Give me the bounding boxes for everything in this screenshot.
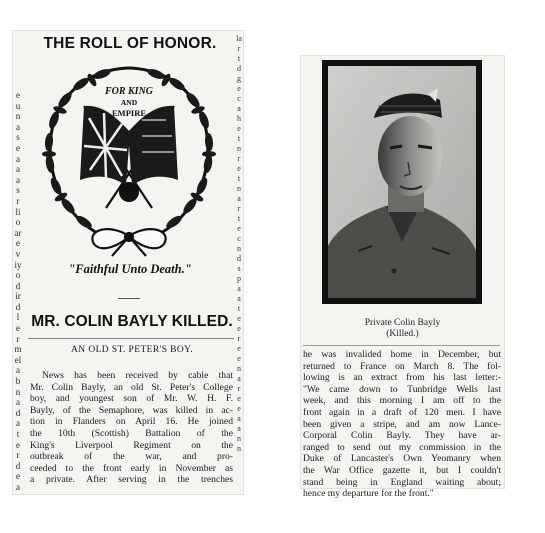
divider-left [28,338,234,339]
gutter-fragment: a [237,104,241,113]
gutter-fragment: a [237,194,241,203]
gutter-fragment: r [237,154,241,163]
roll-of-honor-header: THE ROLL OF HONOR. [43,35,217,52]
article-line: he was invalided home in December, but [303,349,501,360]
article-line: tion in Flanders on April 16. He joined [30,416,233,428]
gutter-fragment: r [16,333,20,344]
gutter-fragment: r [237,384,241,393]
gutter-fragment: ar [14,227,22,238]
gutter-fragment: a [237,294,241,303]
article-line: ranged to send out my commission in the [303,441,501,453]
gutter-fragment: n [237,444,241,453]
headline-colin-bayly-killed: MR. COLIN BAYLY KILLED. [31,313,233,330]
gutter-fragment: e [237,394,241,403]
emblem-banner-text [104,86,154,118]
soldier-portrait-image [328,66,476,298]
gutter-fragment: e [237,84,241,93]
gutter-fragment: e [237,404,241,413]
article-body-right [303,349,501,500]
gutter-fragment: a [237,284,241,293]
gutter-fragment: n [237,364,241,373]
gutter-fragment: c [237,94,241,103]
gutter-fragment: e [16,471,20,482]
gutter-fragment: el [14,354,22,365]
gutter-fragment: r [237,204,241,213]
ribbon-bow-icon [92,229,165,256]
gutter-fragment: e [237,344,241,353]
gutter-fragment: a [237,414,241,423]
gutter-fragment: a [16,365,20,376]
article-line: Corporal Colin Bayly. They have ar- [303,430,501,442]
gutter-fragment: a [237,374,241,383]
gutter-fragment: n [237,184,241,193]
gutter-fragment: s [16,132,20,143]
subhead-old-st-peters-boy: AN OLD ST. PETER'S BOY. [71,345,193,355]
gutter-fragment: n [237,144,241,153]
motto-faithful-unto-death: "Faithful Unto Death." [68,262,192,276]
portrait-photo-frame [322,60,482,304]
gutter-fragment: c [237,234,241,243]
gutter-fragment: d [15,301,21,312]
gutter-fragment: l [16,312,20,323]
caption-name: Private Colin Bayly [364,318,441,328]
gutter-fragment: r [16,195,20,206]
gutter-fragment: ir [15,291,21,302]
gutter-fragment: e [237,324,241,333]
divider-right [303,345,500,346]
article-line: hence my departure for the front." [303,488,434,500]
right-gutter-text [234,34,244,464]
gutter-fragment: a [16,174,20,185]
gutter-fragment: u [15,100,21,111]
article-line: the War Office gazette it, but I couldn't [303,464,501,476]
emblem-line-3: EMPIRE [112,108,146,118]
gutter-fragment: r [237,44,241,53]
gutter-fragment: e [237,224,241,233]
gutter-fragment: a [16,164,20,175]
article-line: King's Liverpool Regiment on the [30,439,233,451]
article-line: returned to France on March 8. The fol- [303,360,501,372]
gutter-fragment: d [237,254,241,263]
gutter-fragment: h [237,114,241,123]
gutter-fragment: v [15,248,21,259]
article-line: News has been received by cable that [42,370,233,381]
gutter-fragment: n [237,244,241,253]
gutter-fragment: n [15,386,21,397]
gutter-fragment: b [15,376,21,387]
gutter-fragment: e [237,314,241,323]
article-line: been given a stripe, and am now Lance- [303,418,501,430]
gutter-fragment: d [237,64,241,73]
gutter-fragment: s [16,185,20,196]
gutter-fragment: n [15,111,21,122]
gutter-fragment: e [237,164,241,173]
gutter-fragment: r [16,450,20,461]
article-body-left [30,370,233,486]
gutter-fragment: li [15,206,21,217]
article-line: ceeded to the front early in November as [30,462,233,474]
article-line: week, and this morning I am off to the [303,395,501,407]
article-line: stand being in England waiting about; [303,476,501,488]
gutter-fragment: t [237,304,241,313]
article-line: front again in a draft of 120 men. I have [303,406,501,418]
article-line: boy, and youngest son of Mr. W. H. F. [30,393,233,405]
gutter-fragment: t [237,54,241,63]
gutter-fragment: la [236,34,242,43]
article-line: "We came down to Tunbridge Wells last [303,383,501,395]
article-line: lowing is an extract from his last letter:- [303,372,501,384]
emblem-line-1: FOR KING [104,86,154,97]
gutter-fragment: d [15,407,21,418]
divider-short [118,298,140,299]
king-and-empire-emblem [34,58,224,258]
gutter-fragment: p [237,274,241,283]
gutter-fragment: a [16,397,20,408]
gutter-fragment: e [237,124,241,133]
gutter-fragment: a [237,424,241,433]
gutter-fragment: m [14,344,22,355]
gutter-fragment: a [16,418,20,429]
caption-status: (Killed.) [386,329,419,339]
gutter-fragment: d [15,460,21,471]
gutter-fragment: d [15,280,21,291]
left-gutter-text [12,90,24,490]
gutter-fragment: n [237,434,241,443]
gutter-fragment: t [237,134,241,143]
gutter-fragment: t [16,429,20,439]
gutter-fragment: e [16,238,20,249]
gutter-fragment: iy [14,259,22,270]
gutter-fragment: r [237,334,241,343]
gutter-fragment: o [15,270,21,281]
gutter-fragment: e [16,323,20,334]
article-line: Mr. Colin Bayly, an old St. Peter's College [30,381,233,393]
gutter-fragment: s [237,264,241,273]
article-line: Bayly, of the Semaphore, was killed in ac- [30,404,233,416]
article-line: Duke of Lancaster's Own Yeomanry when [303,453,501,465]
gutter-fragment: o [15,217,21,228]
gutter-fragment: e [16,142,20,153]
article-line: a private. After serving in the trenches [30,474,233,486]
photo-caption [300,318,505,340]
crossed-flags-icon [80,106,178,208]
gutter-fragment: a [16,121,20,132]
gutter-fragment: t [237,174,241,183]
article-line: the 10th (Scottish) Battalion of the [30,427,233,439]
gutter-fragment: g [237,74,241,83]
gutter-fragment: a [16,153,20,164]
gutter-fragment: t [237,214,241,223]
gutter-fragment: e [16,90,20,100]
gutter-fragment: e [237,354,241,363]
gutter-fragment: e [16,439,20,450]
article-line: outbreak of the war, and pro- [30,451,233,463]
gutter-fragment: a [16,481,20,490]
emblem-line-2: AND [120,98,138,107]
